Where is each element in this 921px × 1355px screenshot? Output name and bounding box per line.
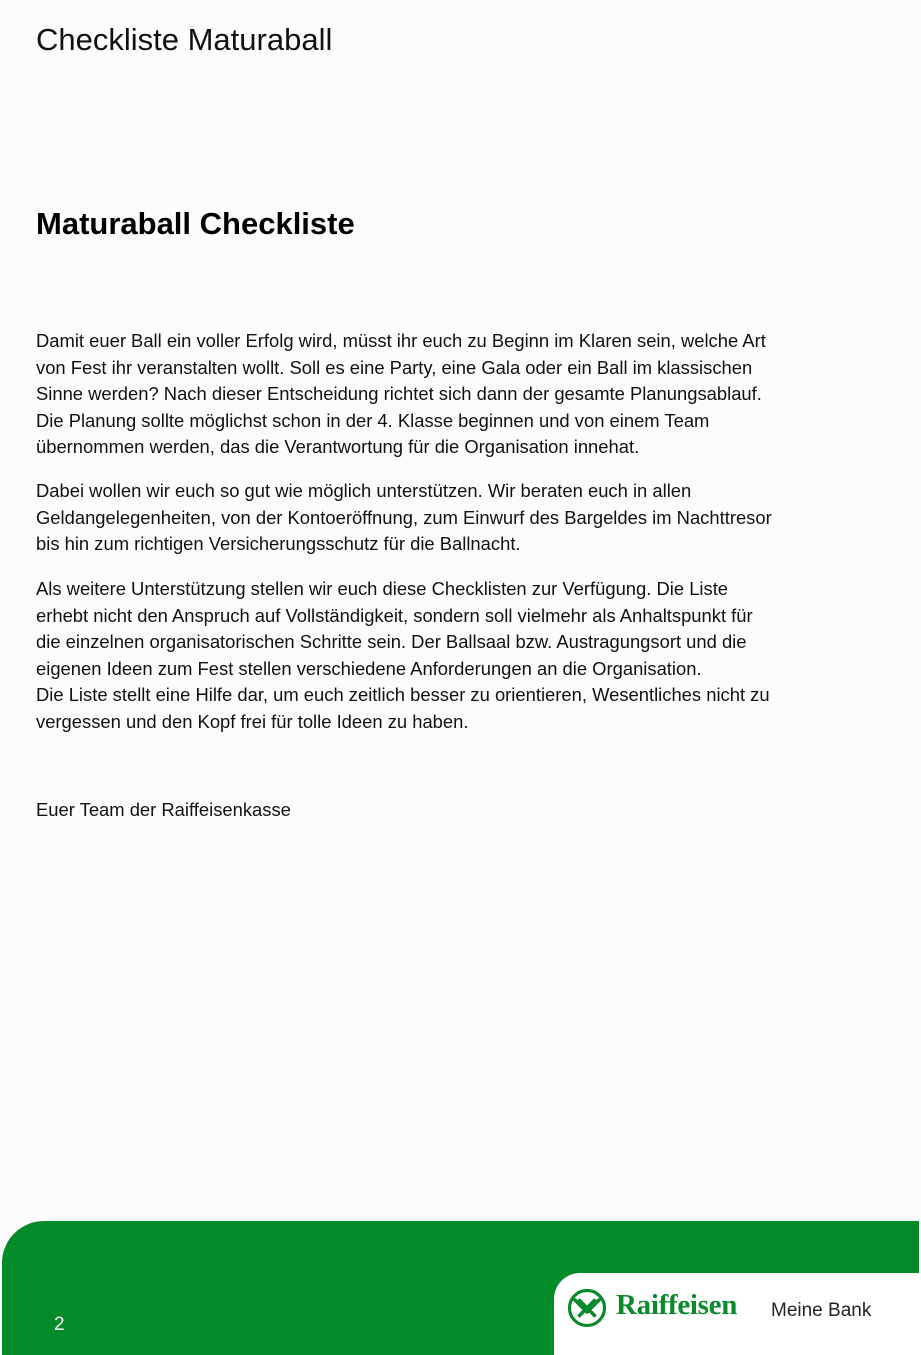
raiffeisen-gable-cross-icon: [567, 1288, 607, 1328]
brand-name: Raiffeisen: [616, 1289, 738, 1321]
brand-tagline: Meine Bank: [771, 1300, 872, 1321]
paragraph-line: eigenen Ideen zum Fest stellen verschiedene Anforderungen an die Organisation.: [36, 657, 702, 679]
checklist-info-paragraph: [36, 576, 886, 736]
support-paragraph: [36, 478, 886, 558]
paragraph-line: erhebt nicht den Anspruch auf Vollständigkeit, sondern soll vielmehr als Anhaltspunkt für: [36, 604, 753, 626]
paragraph-line: Die Liste stellt eine Hilfe dar, um euch zeitlich besser zu orientieren, Wesentliches nicht zu: [36, 684, 770, 706]
paragraph-line: Geldangelegenheiten, von der Kontoeröffnung, zum Einwurf des Bargeldes im Nachttresor: [36, 506, 772, 528]
intro-paragraph: [36, 328, 886, 461]
paragraph-line: bis hin zum richtigen Versicherungsschutz für die Ballnacht.: [36, 533, 521, 555]
signature: Euer Team der Raiffeisenkasse: [36, 799, 291, 820]
paragraph-line: Als weitere Unterstützung stellen wir euch diese Checklisten zur Verfügung. Die Liste: [36, 578, 729, 599]
page-title: Maturaball Checkliste: [36, 206, 355, 241]
page-number: 2: [54, 1314, 65, 1335]
brand-logo: [554, 1273, 921, 1355]
page-header-title: Checkliste Maturaball: [36, 22, 333, 57]
paragraph-line: Sinne werden? Nach dieser Entscheidung richtet sich dann der gesamte Planungsablauf.: [36, 383, 762, 405]
paragraph-line: Dabei wollen wir euch so gut wie möglich unterstützen. Wir beraten euch in allen: [36, 480, 692, 501]
paragraph-line: Damit euer Ball ein voller Erfolg wird, müsst ihr euch zu Beginn im Klaren sein, welche Art: [36, 330, 766, 351]
paragraph-line: Die Planung sollte möglichst schon in der 4. Klasse beginnen und von einem Team: [36, 409, 710, 431]
paragraph-line: vergessen und den Kopf frei für tolle Ideen zu haben.: [36, 710, 469, 732]
paragraph-line: die einzelnen organisatorischen Schritte sein. Der Ballsaal bzw. Austragungsort und die: [36, 631, 747, 653]
paragraph-line: von Fest ihr veranstalten wollt. Soll es eine Party, eine Gala oder ein Ball im klassischen: [36, 356, 753, 378]
paragraph-line: übernommen werden, das die Verantwortung für die Organisation innehat.: [36, 436, 640, 458]
